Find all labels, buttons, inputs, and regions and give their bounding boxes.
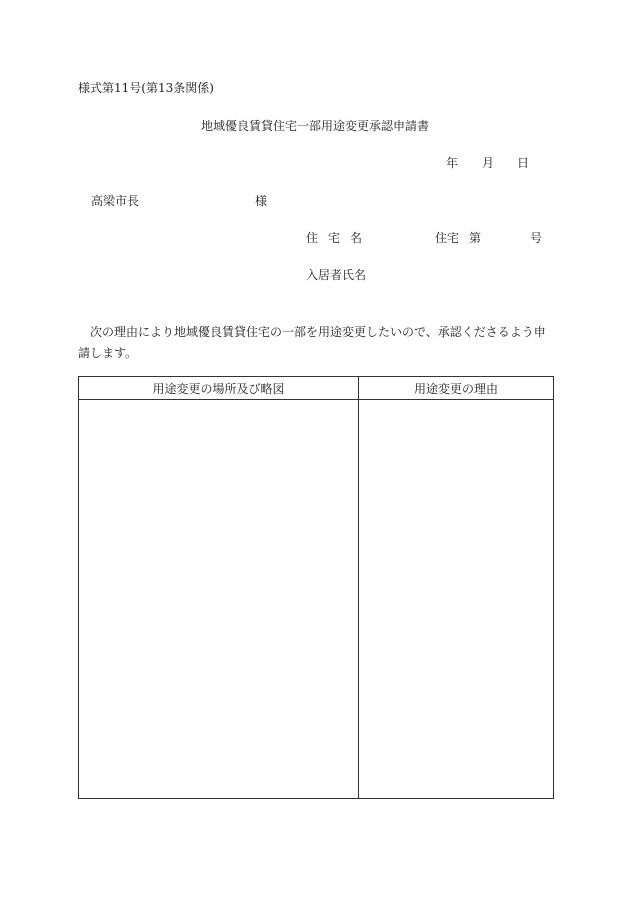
form-number: 様式第11号(第13条関係) (78, 81, 214, 95)
request-statement: 次の理由により地域優良賃貸住宅の一部を用途変更したいので、承認くださるよう申請します。 (78, 325, 546, 360)
table-header-row (79, 377, 554, 400)
table-row (79, 400, 554, 799)
reason-cell[interactable] (359, 400, 554, 799)
resident-name-label: 入居者氏名 (306, 268, 367, 282)
location-sketch-cell[interactable] (79, 400, 359, 799)
date-month-label: 月 (482, 156, 495, 170)
date-day-label: 日 (517, 156, 530, 170)
document-title: 地域優良賃貸住宅一部用途変更承認申請書 (200, 119, 429, 133)
addressee-name: 高梁市長 (91, 194, 140, 208)
addressee-honorific: 様 (255, 194, 268, 208)
housing-number-suffix: 号 (530, 231, 543, 245)
housing-name-label: 住宅名 (306, 231, 373, 245)
housing-number-label: 第 (469, 231, 482, 245)
date-year-label: 年 (446, 156, 459, 170)
housing-prefix: 住宅 (435, 231, 460, 245)
column-header-reason: 用途変更の理由 (359, 377, 554, 400)
column-header-location-sketch: 用途変更の場所及び略図 (79, 377, 359, 400)
usage-change-table (78, 376, 554, 799)
